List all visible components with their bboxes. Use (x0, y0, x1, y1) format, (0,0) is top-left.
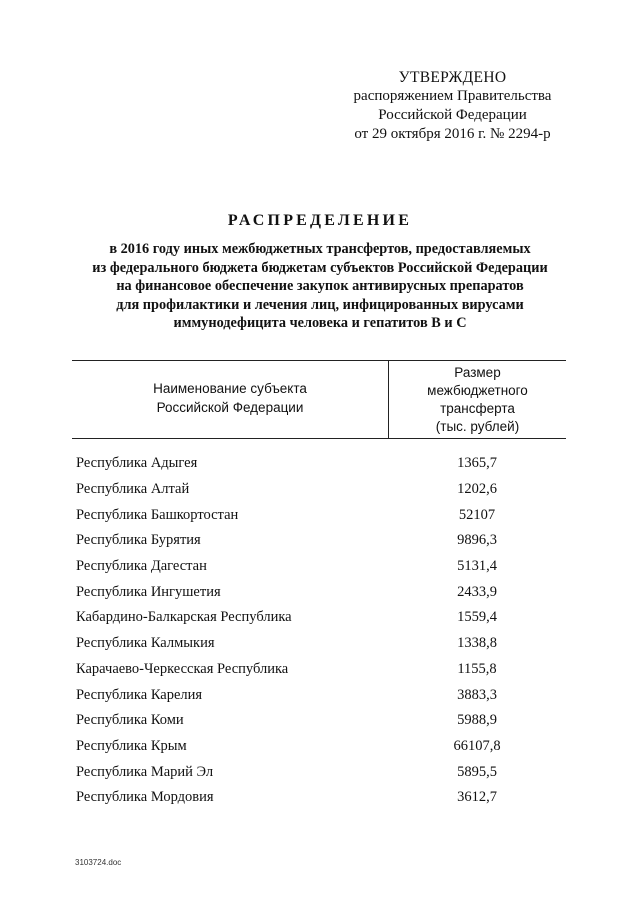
transfer-amount: 1365,7 (457, 455, 497, 472)
table-row (76, 605, 566, 631)
column-header-line: трансферта (440, 401, 515, 416)
table-row (76, 682, 566, 708)
subtitle-line: на финансовое обеспечение закупок антивирусных препаратов (116, 278, 524, 294)
subject-name: Республика Дагестан (76, 558, 207, 575)
column-header-line: Размер (454, 365, 501, 380)
transfer-amount: 5131,4 (457, 558, 497, 575)
subject-name: Республика Адыгея (76, 455, 198, 472)
footer-document-code: 3103724.doc (75, 858, 122, 867)
table-row (76, 502, 566, 528)
table-row (76, 708, 566, 734)
subject-name: Республика Коми (76, 712, 184, 729)
approval-block (330, 68, 575, 144)
table-row (76, 734, 566, 760)
subject-name: Республика Крым (76, 737, 187, 754)
subtitle-line: иммунодефицита человека и гепатитов В и С (173, 315, 467, 331)
table-row (76, 759, 566, 785)
transfer-amount: 3612,7 (457, 789, 497, 806)
table-row (76, 451, 566, 477)
transfer-amount: 2433,9 (457, 583, 497, 600)
transfer-amount: 1155,8 (457, 660, 497, 677)
column-header-line: межбюджетного (427, 383, 528, 398)
table-row (76, 785, 566, 811)
table-top-rule (72, 360, 566, 361)
column-header-line: Наименование субъекта (153, 381, 307, 396)
transfer-amount: 3883,3 (457, 686, 497, 703)
table-row (76, 554, 566, 580)
transfer-amount: 5988,9 (457, 712, 497, 729)
column-header-amount (389, 364, 566, 436)
transfer-amount: 5895,5 (457, 763, 497, 780)
table-row (76, 528, 566, 554)
subject-name: Республика Алтай (76, 481, 190, 498)
transfer-amount: 1338,8 (457, 635, 497, 652)
approval-line-1: распоряжением Правительства (353, 88, 552, 104)
column-header-line: (тыс. рублей) (435, 419, 520, 434)
approval-heading: УТВЕРЖДЕНО (398, 69, 507, 86)
subject-name: Республика Ингушетия (76, 583, 221, 600)
subject-name: Республика Калмыкия (76, 635, 215, 652)
subject-name: Республика Мордовия (76, 789, 214, 806)
document-subtitle (60, 240, 580, 333)
table-body (76, 451, 566, 811)
approval-line-3: от 29 октября 2016 г. № 2294-р (354, 126, 551, 142)
subtitle-line: для профилактики и лечения лиц, инфицированных вирусами (116, 296, 524, 313)
table-row (76, 657, 566, 683)
transfer-amount: 1559,4 (457, 609, 497, 626)
table-header-bottom-rule (72, 438, 566, 439)
document-title: РАСПРЕДЕЛЕНИЕ (227, 212, 413, 229)
subject-name: Республика Бурятия (76, 532, 201, 549)
subject-name: Республика Марий Эл (76, 763, 214, 780)
column-header-subject (72, 379, 388, 417)
table-row (76, 477, 566, 503)
approval-line-2: Российской Федерации (378, 107, 527, 123)
subtitle-line: в 2016 году иных межбюджетных трансфертов, предоставляемых (109, 241, 531, 257)
subject-name: Республика Карелия (76, 686, 203, 703)
transfer-amount: 66107,8 (453, 737, 501, 754)
column-header-line: Российской Федерации (156, 400, 304, 415)
transfer-amount: 52107 (458, 506, 496, 523)
subject-name: Карачаево-Черкесская Республика (76, 660, 289, 677)
subject-name: Республика Башкортостан (76, 506, 239, 523)
table-row (76, 579, 566, 605)
transfer-amount: 1202,6 (457, 481, 497, 498)
subject-name: Кабардино-Балкарская Республика (76, 609, 292, 626)
transfer-amount: 9896,3 (457, 532, 497, 549)
subtitle-line: из федерального бюджета бюджетам субъектов Российской Федерации (92, 259, 548, 276)
table-row (76, 631, 566, 657)
